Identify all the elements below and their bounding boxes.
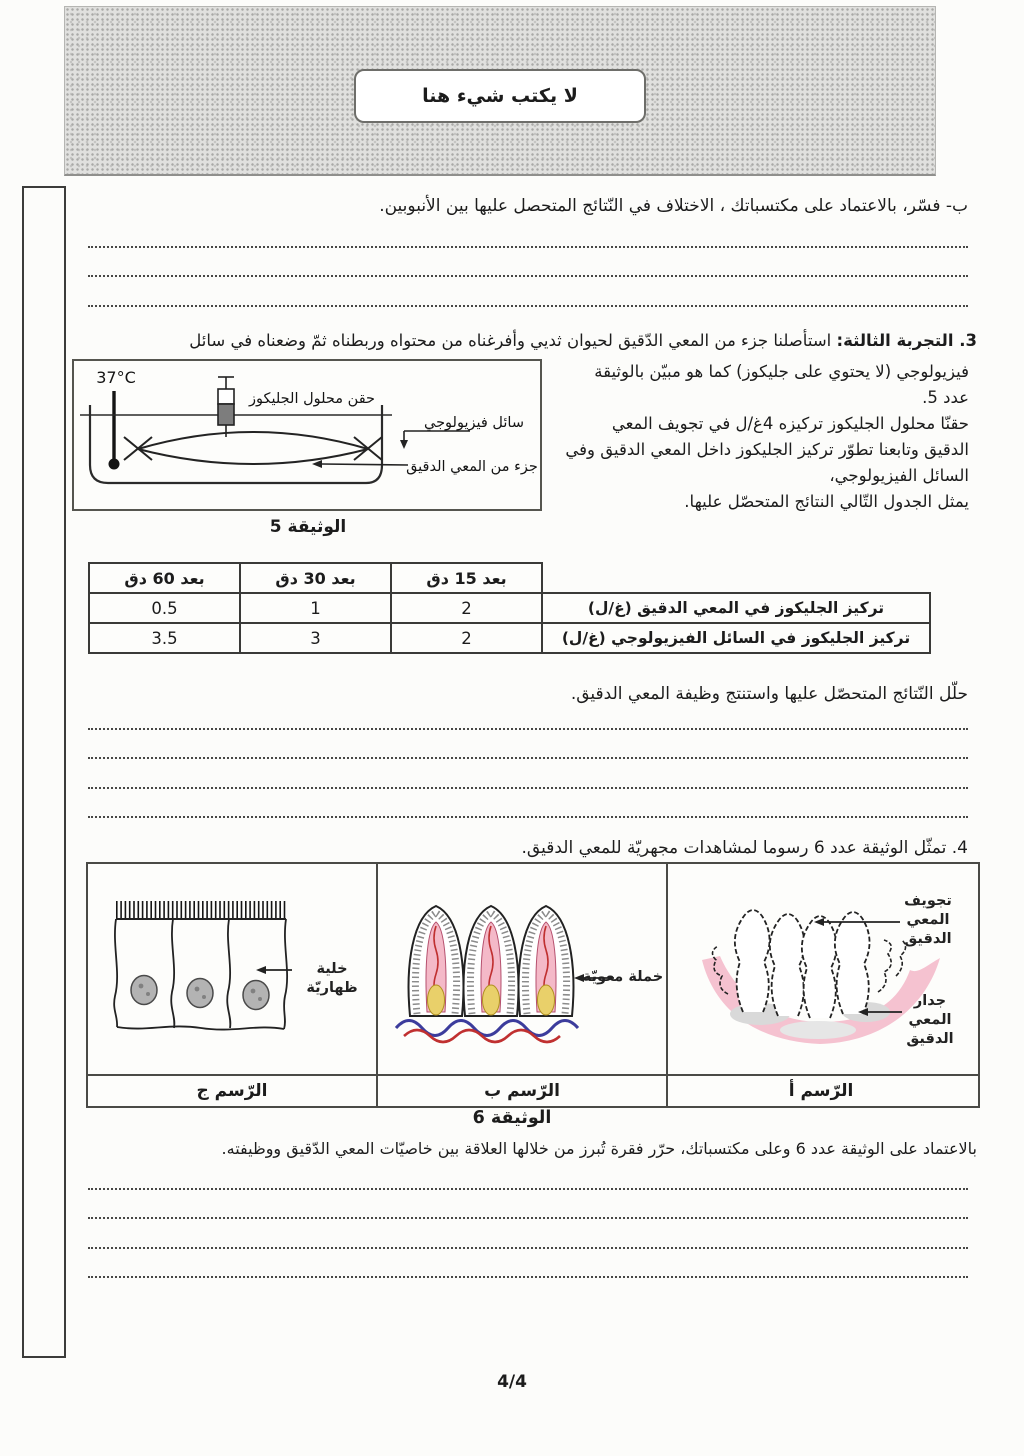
figure-6-captions [88,1074,978,1106]
thermometer-icon [109,391,120,470]
mucosal-folds [735,910,870,1018]
figure-6 [86,862,980,1108]
panel-c-caption: الرّسم ج [88,1076,378,1106]
figure-5 [72,359,544,540]
question-6: بالاعتماد على الوثيقة عدد 6 وعلى مكتسباتك، حرّر فقرة تُبرز من خلالها العلاقة بين خاصيّات المعي الدّقيق ووظيفته. [221,1139,977,1158]
answer-line[interactable] [88,759,968,789]
temperature-label: 37°C [96,368,136,387]
experiment-3-paragraph: فيزيولوجي (لا يحتوي على جليكوز) كما هو مبيّن بالوثيقة عدد 5. حقنّا محلول الجليكوز تركيزه 4غ/ل في تجويف المعي الدقيق وتابعنا تطوّر تركيز الجليكوز داخل المعي الدقيق وفي السائل الفيزيولوجي، يمثل الجدول التّالي النتائج المتحصّل عليها. [565,362,969,511]
experiment-setup-illustration [74,361,540,509]
saline-pointer-line [400,431,470,449]
grading-margin-box [22,186,66,1358]
villus-label: خملة معويّة [582,969,664,985]
ligature-x-right [354,437,382,460]
gut-pointer-line [312,460,408,468]
figure-6-title: الوثيقة 6 [472,1108,552,1128]
syringe-icon [218,377,234,437]
cell-nuclei [131,976,269,1010]
answer-line[interactable] [88,1249,968,1279]
figure-6-panel-c [88,864,378,1074]
cell-value: 2 [391,623,542,653]
cell-value: 3.5 [89,623,240,653]
cell-value: 3 [240,623,391,653]
row-label-intestine: تركيز الجليكوز في المعي الدقيق (غ/ل) [542,593,930,623]
question-4: 4. تمثّل الوثيقة عدد 6 رسوما لمشاهدات مجهريّة للمعي الدقيق. [521,838,968,858]
answer-area-1 [88,218,968,307]
answer-line[interactable] [88,277,968,307]
answer-line[interactable] [88,730,968,760]
saline-label: سائل فيزيولوجي [424,415,524,431]
results-table [88,562,931,654]
answer-line[interactable] [88,789,968,819]
figure-6-panel-b [378,864,668,1074]
answer-line[interactable] [88,1219,968,1249]
experiment-3-title: 3. التجربة الثالثة: [836,331,977,350]
injection-label: حقن محلول الجليكوز [249,391,375,407]
experiment-3-intro: 3. التجربة الثالثة: استأصلنا جزء من المعي الدّقيق لحيوان ثديي وأفرغناه من محتواه وربطناه ثمّ وضعناه في سائل [189,331,977,350]
ligature-x-left [124,437,152,460]
figure-6-panel-a [668,864,974,1074]
figure-5-drawing [72,359,542,511]
col-header-60min: بعد 60 دق [89,563,240,593]
villus [464,906,519,1016]
wall-shadow [780,1021,856,1039]
hatched-header-band [64,6,936,176]
blood-vessel-blue [396,1021,578,1036]
no-write-text: لا يكتب شيء هنا [422,85,578,107]
answer-line[interactable] [88,248,968,278]
cell-value: 1 [240,593,391,623]
table-empty-corner [542,563,930,593]
epithelial-cell-label: خلية ظهاريّة [306,961,358,996]
col-header-30min: بعد 30 دق [240,563,391,593]
intestine-segment [138,432,368,464]
villus [409,906,464,1016]
lumen-label: تجويف المعي الدقيق [904,893,952,947]
answer-area-3 [88,1160,968,1278]
question-analyze: حلّل النّتائج المتحصّل عليها واستنتج وظيفة المعي الدقيق. [570,684,968,704]
answer-line[interactable] [88,1190,968,1220]
page-number: 4/4 [497,1372,527,1392]
table-row [89,623,930,653]
col-header-15min: بعد 15 دق [391,563,542,593]
answer-line[interactable] [88,1160,968,1190]
no-write-box [354,69,646,123]
answer-line[interactable] [88,700,968,730]
panel-a-caption: الرّسم أ [788,1081,854,1101]
answer-line[interactable] [88,218,968,248]
cell-value: 2 [391,593,542,623]
answer-area-2 [88,700,968,818]
gut-label: جزء من المعي الدقيق [406,459,538,475]
cell-outlines [114,919,287,1030]
table-row [89,593,930,623]
panel-b-caption: الرّسم ب [378,1076,668,1106]
row-label-saline: تركيز الجليكوز في السائل الفيزيولوجي (غ/ل) [542,623,930,653]
experiment-3-section [72,328,977,540]
wall-label: جدار المعي الدقيق [906,993,954,1047]
question-b: ب- فسّر، بالاعتماد على مكتسباتك ، الاختلاف في النّتائج المتحصل عليها بين الأنبوبين. [379,196,968,216]
villus [519,906,574,1016]
figure-5-caption: الوثيقة 5 [269,517,347,537]
cell-value: 0.5 [89,593,240,623]
table-header-row [89,563,930,593]
